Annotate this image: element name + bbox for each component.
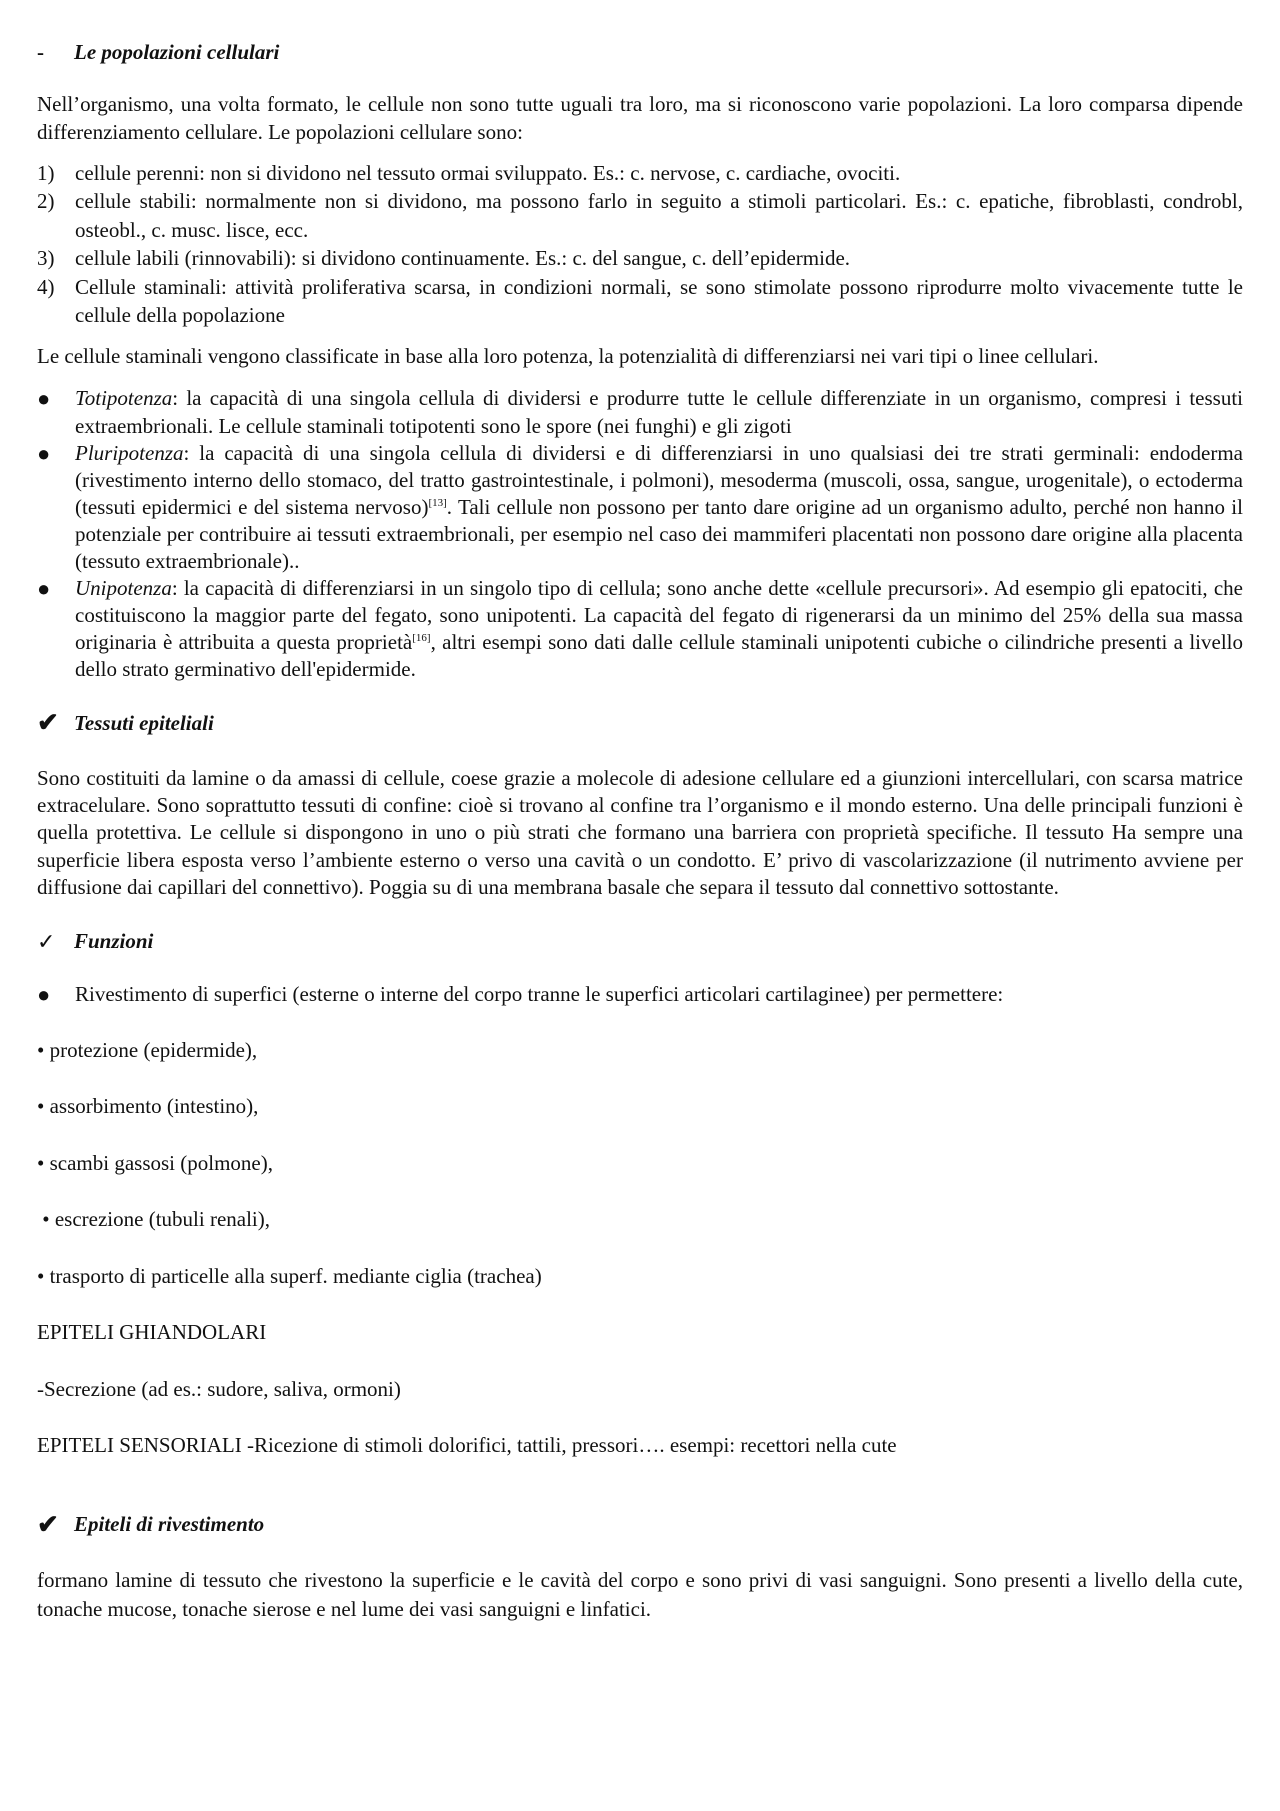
definition-cont: , altri esempi sono dati dalle cellule staminali unipotenti cubiche o cilindriche presenti a livello dello strato germinativo dell'epidermide. xyxy=(75,630,1243,682)
tessuti-body: Sono costituiti da lamine o da amassi di cellule, coese grazie a molecole di adesione cellulare ed a giunzioni intercellulari, con scarsa matrice extracelulare. Sono soprattutto tessuti di confine: cioè si trovano al confine tra l’organismo e il mondo esterno. Una delle principali funzioni è quella protettiva. Le cellule si dispongono in uno o più strati che formano una barriera con proprietà specifiche. Il tessuto Ha sempre una superficie libera esposta verso l’ambiente esterno o verso una cavità o un condotto. E’ privo di vascolarizzazione (il nutrimento avviene per diffusione dai capillari del connettivo). Poggia su di una membrana basale che separa il tessuto dal connettivo sottostante. xyxy=(37,765,1243,900)
heading-funzioni-title: Funzioni xyxy=(74,929,154,954)
list-item xyxy=(37,187,1243,244)
list-item xyxy=(37,575,1243,683)
epiteli-ghiandolari-label: EPITELI GHIANDOLARI xyxy=(37,1320,267,1345)
bullet-icon: ● xyxy=(37,440,51,466)
list-number: 4) xyxy=(37,274,55,299)
funzioni-line: • scambi gassosi (polmone), xyxy=(37,1150,273,1175)
list-item xyxy=(37,440,1243,575)
list-number: 2) xyxy=(37,189,55,214)
rivestimento-body: formano lamine di tessuto che rivestono la superficie e le cavità del corpo e sono privi di vasi sanguigni. Sono presenti a livello della cute, tonache mucose, tonache sierose e nel lume dei vasi sanguigni e linfatici. xyxy=(37,1568,1243,1621)
popolazioni-intro: Nell’organismo, una volta formato, le cellule non sono tutte uguali tra loro, ma si riconoscono varie popolazioni. La loro comparsa dipende differenziamento cellulare. Le popolazioni cellulare sono: xyxy=(37,91,1243,145)
heading-popolazioni xyxy=(37,38,1243,67)
funzioni-line: • protezione (epidermide), xyxy=(37,1037,258,1062)
heading-popolazioni-title: Le popolazioni cellulari xyxy=(74,40,280,64)
staminali-intro: Le cellule staminali vengono classificate in base alla loro potenza, la potenzialità di differenziarsi nei vari tipi o linee cellulari. xyxy=(37,343,1099,368)
list-text xyxy=(75,440,1243,575)
list-item xyxy=(37,159,1243,188)
list-text: Cellule staminali: attività proliferativa scarsa, in condizioni normali, se sono stimolate possono riprodurre molto vivacemente tutte le cellule della popolazione xyxy=(75,274,1243,328)
checkmark-icon: ✔ xyxy=(37,1510,59,1539)
citation-13: [13] xyxy=(428,496,447,509)
list-item xyxy=(37,244,1243,273)
definition-cont: . Tali cellule non possono per tanto dare origine ad un organismo adulto, perché non hanno il potenziale per contribuire ai tessuti extraembrionali, per esempio nel caso dei mammiferi placentati non possono dare origine alla placenta (tessuto extraembrionale).. xyxy=(75,494,1243,573)
epiteli-sensoriali-label: EPITELI SENSORIALI -Ricezione di stimoli dolorifici, tattili, pressori…. esempi: recettori nella cute xyxy=(37,1433,897,1458)
citation-16: [16] xyxy=(412,632,431,645)
potenza-list xyxy=(37,385,1243,683)
definition: : la capacità di una singola cellula di dividersi e produrre tutte le cellule differenziate in un organismo, compresi i tessuti extraembrionali. Le cellule staminali totipotenti sono le spore (nei funghi) e gli zigoti xyxy=(75,386,1243,438)
popolazioni-list xyxy=(37,159,1243,330)
heading-rivestimento-title: Epiteli di rivestimento xyxy=(74,1512,265,1537)
funzioni-list xyxy=(37,981,1243,1008)
list-text: cellule perenni: non si dividono nel tessuto ormai sviluppato. Es.: c. nervose, c. cardiache, ovociti. xyxy=(75,160,901,185)
definition: : la capacità di differenziarsi in un singolo tipo di cellula; sono anche dette «cellule precursori». Ad esempio gli epatociti, che costituiscono la maggior parte del fegato, sono unipotenti. La capacità del fegato di rigenerarsi da un minimo del 25% della sua massa originaria è attribuita a questa proprietà xyxy=(75,576,1243,655)
list-item xyxy=(37,385,1243,439)
list-text: cellule labili (rinnovabili): si dividono continuamente. Es.: c. del sangue, c. dell’epidermide. xyxy=(75,246,851,271)
term-totipotenza: Totipotenza xyxy=(75,386,173,411)
checkmark-icon: ✓ xyxy=(37,928,56,954)
list-item xyxy=(37,273,1243,330)
list-item xyxy=(37,981,1243,1008)
document-page xyxy=(37,38,1243,1623)
term-unipotenza: Unipotenza xyxy=(75,576,172,601)
bullet-icon: ● xyxy=(37,386,51,412)
list-text xyxy=(75,385,1243,439)
list-text xyxy=(75,575,1243,683)
funzioni-line: • escrezione (tubuli renali), xyxy=(37,1207,270,1232)
term-pluripotenza: Pluripotenza xyxy=(75,440,184,465)
list-text: cellule stabili: normalmente non si dividono, ma possono farlo in seguito a stimoli particolari. Es.: c. epatiche, fibroblasti, condrobl, osteobl., c. musc. lisce, ecc. xyxy=(75,189,1243,242)
list-text: Rivestimento di superfici (esterne o interne del corpo tranne le superfici articolari cartilaginee) per permettere: xyxy=(75,981,1004,1006)
funzioni-line: -Secrezione (ad es.: sudore, saliva, ormoni) xyxy=(37,1376,401,1401)
heading-tessuti xyxy=(37,705,1243,740)
bullet-icon: ● xyxy=(37,576,51,602)
bullet-icon: ● xyxy=(37,981,51,1007)
heading-tessuti-title: Tessuti epiteliali xyxy=(74,710,214,735)
list-number: 3) xyxy=(37,246,55,271)
funzioni-line: • trasporto di particelle alla superf. mediante ciglia (trachea) xyxy=(37,1263,542,1288)
checkmark-icon: ✔ xyxy=(37,708,59,738)
heading-funzioni xyxy=(37,927,1243,957)
list-number: 1) xyxy=(37,160,55,185)
definition: : la capacità di una singola cellula di dividersi e di differenziarsi in uno qualsiasi dei tre strati germinali: endoderma (rivestimento interno dello stomaco, del tratto gastrointestinale, i polmoni), mesoderma (muscoli, ossa, sangue, urogenitale), o ectoderma (tessuti epidermici e del sistema nervoso) xyxy=(75,440,1243,519)
heading-rivestimento xyxy=(37,1507,1243,1542)
dash-marker: - xyxy=(37,40,44,64)
funzioni-line: • assorbimento (intestino), xyxy=(37,1094,259,1119)
